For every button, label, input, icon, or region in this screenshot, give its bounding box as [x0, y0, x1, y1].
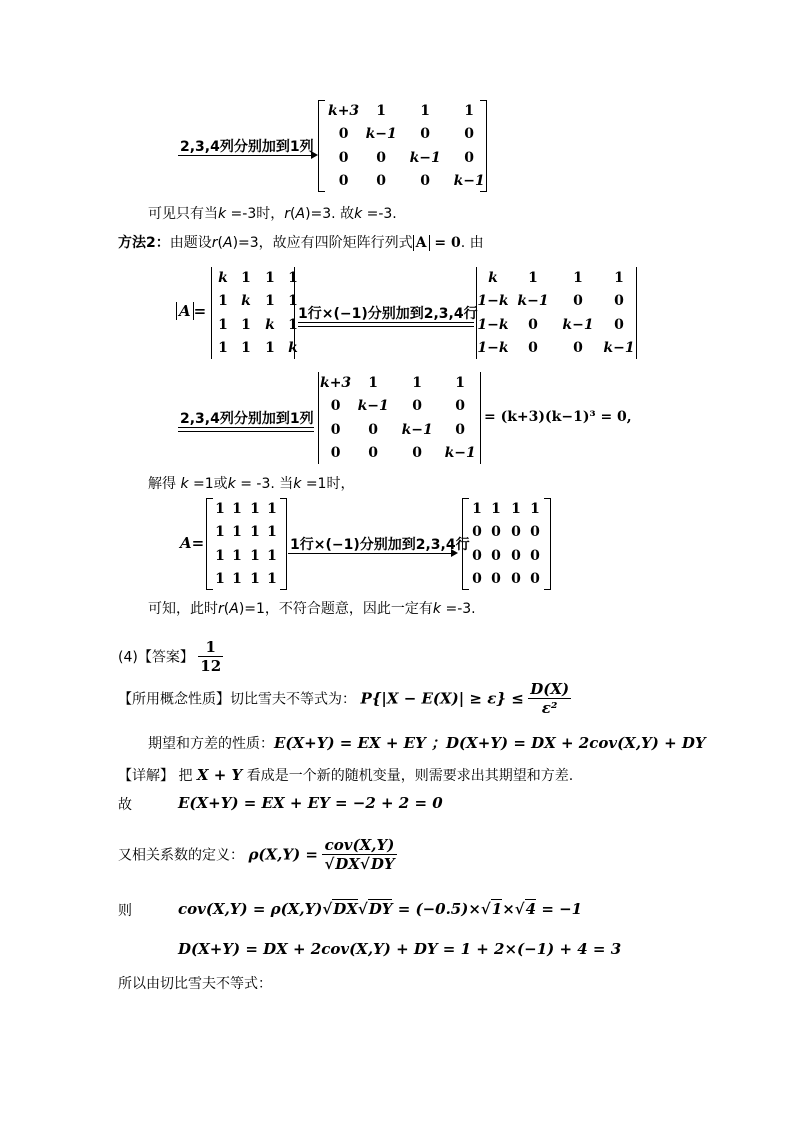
- detail-line: 【详解】 把 X + Y 看成是一个新的随机变量，则需要求出其期望和方差.: [118, 766, 574, 784]
- matA-lhs: A=: [180, 534, 205, 552]
- matA2-bracket-r: [544, 498, 551, 590]
- op-label-4: 1行×(−1)分别加到2,3,4行: [290, 537, 470, 553]
- answer-fraction: $\frac{1}{12}$: [200, 638, 222, 675]
- det1-bar-m: [294, 267, 295, 359]
- conclusion-line-2: 可知，此时r(A)=1，不符合题意，因此一定有k =-3.: [148, 601, 476, 617]
- op-arrow-4: [288, 553, 456, 554]
- det1-right: k 1 1 1 1−k k−1 0 0 1−k 0 k−1 0 1−k 0 0 k−1: [477, 269, 635, 357]
- final-line: 所以由切比雪夫不等式：: [118, 976, 272, 992]
- method2-label: 方法2：: [118, 235, 170, 251]
- det1-bar-r2: [636, 267, 637, 359]
- q4-answer: (4)【答案】 $\frac{1}{12}$: [118, 638, 222, 675]
- det-lhs: A =: [176, 302, 206, 320]
- matA-bracket-r: [280, 498, 287, 590]
- cov-formula: cov(X,Y) = ρ(X,Y)√DX√DY = (−0.5)×√1×√4 = −1: [178, 900, 583, 918]
- matrix-step1: k+3 1 1 1 0 k−1 0 0 0 0 k−1 0 0 0 0 k−1: [328, 102, 485, 190]
- det2-bar-l: [318, 372, 319, 464]
- det1-left: k 1 1 1 1 k 1 1 1 1 k 1 1 1 1 k: [218, 269, 298, 357]
- then-label: 则: [118, 903, 132, 919]
- det2-result: = (k+3)(k−1)³ = 0,: [484, 409, 632, 425]
- conclusion-line-1: 可见只有当k =-3时，r(A)=3. 故k =-3.: [148, 206, 397, 222]
- op-eq-2: [298, 322, 474, 327]
- matA-left: 1 1 1 1 1 1 1 1 1 1 1 1 1 1 1 1: [215, 500, 277, 588]
- op-label-3: 2,3,4列分别加到1列: [180, 411, 314, 427]
- op-arrow-1: [178, 155, 316, 156]
- props-line: 期望和方差的性质：E(X+Y) = EX + EY ；D(X+Y) = DX + 2cov(X,Y) + DY: [148, 734, 706, 752]
- corr-line: 又相关系数的定义： ρ(X,Y) = $\frac{\text{cov(X,Y)}}{√DX√DY}$: [118, 836, 395, 873]
- var-formula: D(X+Y) = DX + 2cov(X,Y) + DY = 1 + 2×(−1) + 4 = 3: [178, 940, 622, 958]
- method2-line: 方法2：由题设r(A)=3，故应有四阶矩阵行列式 A = 0. 由: [118, 235, 484, 251]
- so-formula: E(X+Y) = EX + EY = −2 + 2 = 0: [178, 794, 443, 812]
- so-line: 故: [118, 797, 132, 813]
- det2-bar-r: [480, 372, 481, 464]
- bracket-left-1: [318, 100, 325, 192]
- solve-line: 解得 k =1或k = -3. 当k =1时，: [148, 476, 355, 492]
- concept-line: 【所用概念性质】切比雪夫不等式为： P{|X − E(X)| ≥ ε} ≤ $\frac{D(X)}{\text{ε²}}$: [118, 680, 570, 717]
- det2-matrix: k+3 1 1 1 0 k−1 0 0 0 0 k−1 0 0 0 0 k−1: [320, 374, 476, 462]
- bracket-right-1: [480, 100, 487, 192]
- op-eq-3: [178, 427, 314, 432]
- op-label-1: 2,3,4列分别加到1列: [180, 139, 314, 155]
- matA-right: 1 1 1 1 0 0 0 0 0 0 0 0 0 0 0 0: [472, 500, 540, 588]
- op-label-2: 1行×(−1)分别加到2,3,4行: [298, 306, 478, 322]
